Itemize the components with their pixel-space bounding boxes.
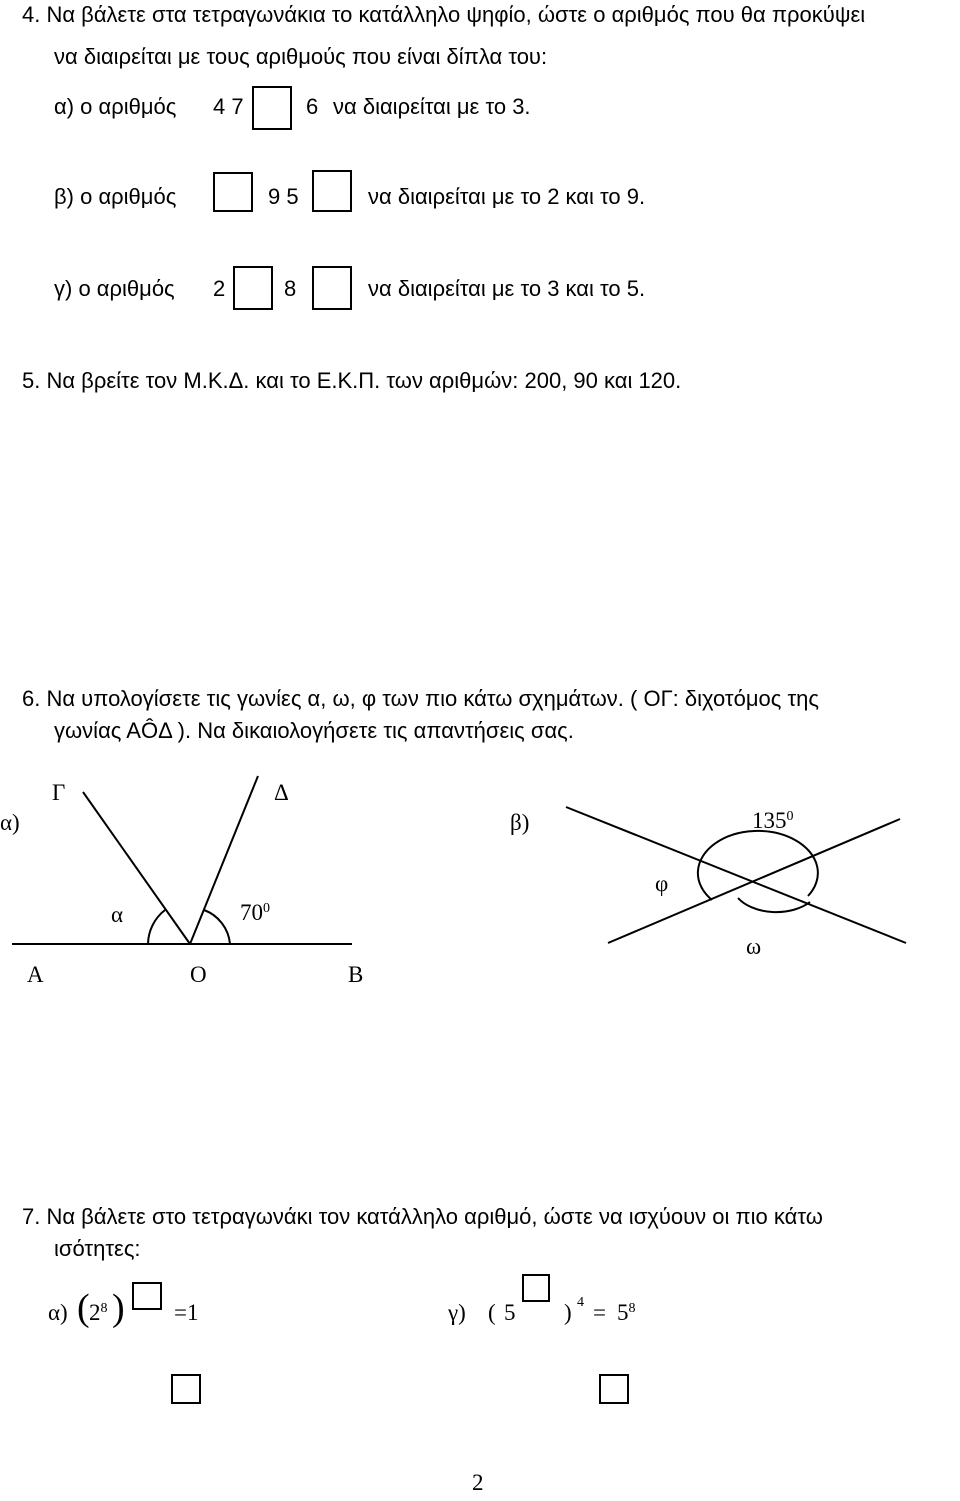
q7-line1: 7. Να βάλετε στο τετραγωνάκι τον κατάλληλο αριθμό, ώστε να ισχύουν οι πιο κάτω [22, 1204, 823, 1229]
angle-phi-label: φ [655, 871, 669, 896]
q7a-label: α) [48, 1300, 68, 1325]
fig-b-label: β) [510, 810, 530, 835]
q4b-digits-middle: 9 5 [268, 184, 299, 209]
q4a-suffix: να διαιρείται με το 3. [333, 94, 531, 119]
q7c-close-paren: ) [564, 1300, 572, 1325]
q4a-digits-before: 4 7 [213, 94, 244, 119]
q7a-equals: =1 [174, 1300, 199, 1325]
angle-phi-arc [698, 831, 818, 900]
q4-line2: να διαιρείται με τους αριθμούς που είναι δίπλα του: [54, 44, 548, 69]
fig-a-label: α) [0, 810, 20, 835]
q4a-prefix: α) ο αριθμός [54, 94, 177, 119]
q7c-base: 5 [504, 1300, 516, 1325]
q7-answer-box-left[interactable] [171, 1374, 201, 1404]
q7a-open-paren: ( [77, 1287, 90, 1329]
angle-alpha-arc [148, 910, 165, 944]
q7c-open-paren: ( [488, 1300, 496, 1325]
q7a-exponent-box[interactable] [132, 1282, 162, 1310]
q4b-suffix: να διαιρείται με το 2 και το 9. [368, 184, 646, 209]
q7c-exponent-box[interactable] [522, 1274, 550, 1302]
q4b-prefix: β) ο αριθμός [54, 184, 177, 209]
point-b: Β [348, 962, 364, 987]
q7c-label: γ) [448, 1300, 466, 1325]
q4-line1: 4. Να βάλετε στα τετραγωνάκια το κατάλληλο ψηφίο, ώστε ο αριθμός που θα προκύψει [22, 2, 866, 27]
q4c-prefix: γ) ο αριθμός [54, 276, 175, 301]
q4c-suffix: να διαιρείται με το 3 και το 5. [368, 276, 646, 301]
angle-alpha-label: α [111, 902, 124, 927]
q7c-outer-exponent: 4 [577, 1295, 584, 1310]
point-gamma: Γ [52, 780, 66, 805]
q4c-digit-middle: 8 [284, 276, 297, 301]
angle-omega-label: ω [746, 934, 762, 959]
q7-answer-box-right[interactable] [599, 1374, 629, 1404]
line-1 [566, 807, 906, 943]
angle-70-arc [204, 910, 230, 944]
q6-line1: 6. Να υπολογίσετε τις γωνίες α, ω, φ των πιο κάτω σχημάτων. ( ΟΓ: διχοτόμος της [22, 686, 820, 711]
q4a-digits-after: 6 [306, 94, 319, 119]
q7-line2: ισότητες: [54, 1236, 141, 1261]
point-delta: Δ [274, 780, 289, 805]
point-a: Α [27, 962, 44, 987]
line-2 [608, 819, 900, 943]
page-number: 2 [472, 1470, 484, 1495]
q7c-equals: = [593, 1300, 606, 1325]
q7a-close-paren: ) [112, 1287, 125, 1329]
q6-line2: γωνίας ΑÔΔ ). Να δικαιολογήσετε τις απαντήσεις σας. [54, 718, 574, 743]
q5-text: 5. Να βρείτε τον Μ.Κ.Δ. και το Ε.Κ.Π. των αριθμών: 200, 90 και 120. [22, 368, 682, 393]
angle-70-label: $70^0$ [240, 900, 270, 925]
point-o: Ο [190, 962, 207, 987]
q7a-power: $2^8$ [89, 1300, 108, 1325]
angle-135-label: $135^0$ [752, 808, 794, 833]
q4c-digit-first: 2 [213, 276, 226, 301]
figure-b [566, 807, 906, 943]
q7c-rhs: $5^8$ [617, 1300, 636, 1325]
ray-og [83, 792, 190, 944]
